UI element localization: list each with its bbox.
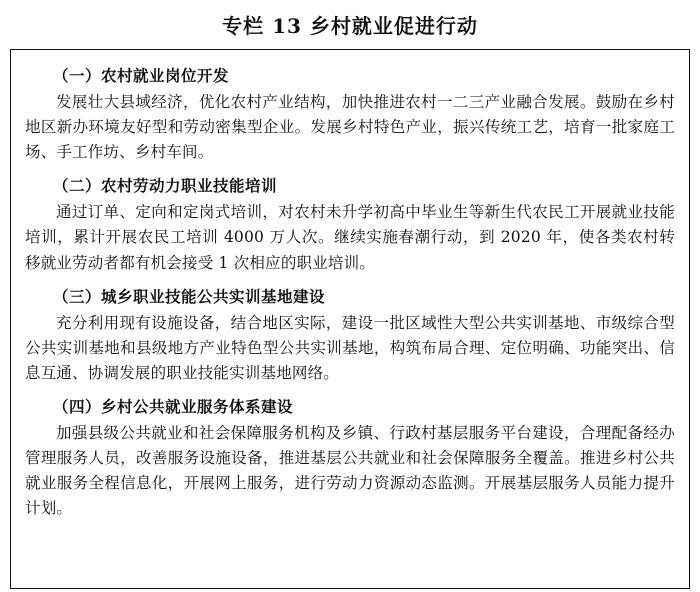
section-2-body: 通过订单、定向和定岗式培训，对农村未升学初高中毕业生等新生代农民工开展就业技能培训，累计开展农民工培训 4000 万人次。继续实施春潮行动，到 2020 年，使各类农村转移就业劳动者都有机会接受 1 次相应的职业培训。 xyxy=(25,203,675,272)
page-title: 专栏 13 乡村就业促进行动 xyxy=(222,14,478,38)
spacer xyxy=(25,388,675,391)
section-3 xyxy=(25,285,675,386)
section-2 xyxy=(25,174,675,275)
section-2-heading: （二）农村劳动力职业技能培训 xyxy=(53,176,278,196)
content-box xyxy=(10,49,690,589)
section-3-body: 充分利用现有设施设备，结合地区实际，建设一批区域性大型公共实训基地、市级综合型公共实训基地和县级地方产业特色型公共实训基地，构筑布局合理、定位明确、功能突出、信息互通、协调发展的职业技能实训基地网络。 xyxy=(25,313,675,382)
section-3-heading: （三）城乡职业技能公共实训基地建设 xyxy=(53,286,326,306)
spacer xyxy=(25,278,675,281)
spacer xyxy=(25,167,675,170)
section-1-heading: （一）农村就业岗位开发 xyxy=(53,66,230,85)
section-1 xyxy=(25,64,675,165)
section-4-body: 加强县级公共就业和社会保障服务机构及乡镇、行政村基层服务平台建设，合理配备经办管理服务人员，改善服务设施设备，推进基层公共就业和社会保障服务全覆盖。推进乡村公共就业服务全程信息化，开展网上服务，进行劳动力资源动态监测。开展基层服务人员能力提升计划。 xyxy=(25,424,675,518)
section-1-body: 发展壮大县域经济，优化农村产业结构，加快推进农村一二三产业融合发展。鼓励在乡村地区新办环境友好型和劳动密集型企业。发展乡村特色产业，振兴传统工艺，培育一批家庭工场、手工作坊、乡村车间。 xyxy=(25,93,675,162)
section-4 xyxy=(25,395,675,521)
section-4-heading: （四）乡村公共就业服务体系建设 xyxy=(53,397,294,417)
